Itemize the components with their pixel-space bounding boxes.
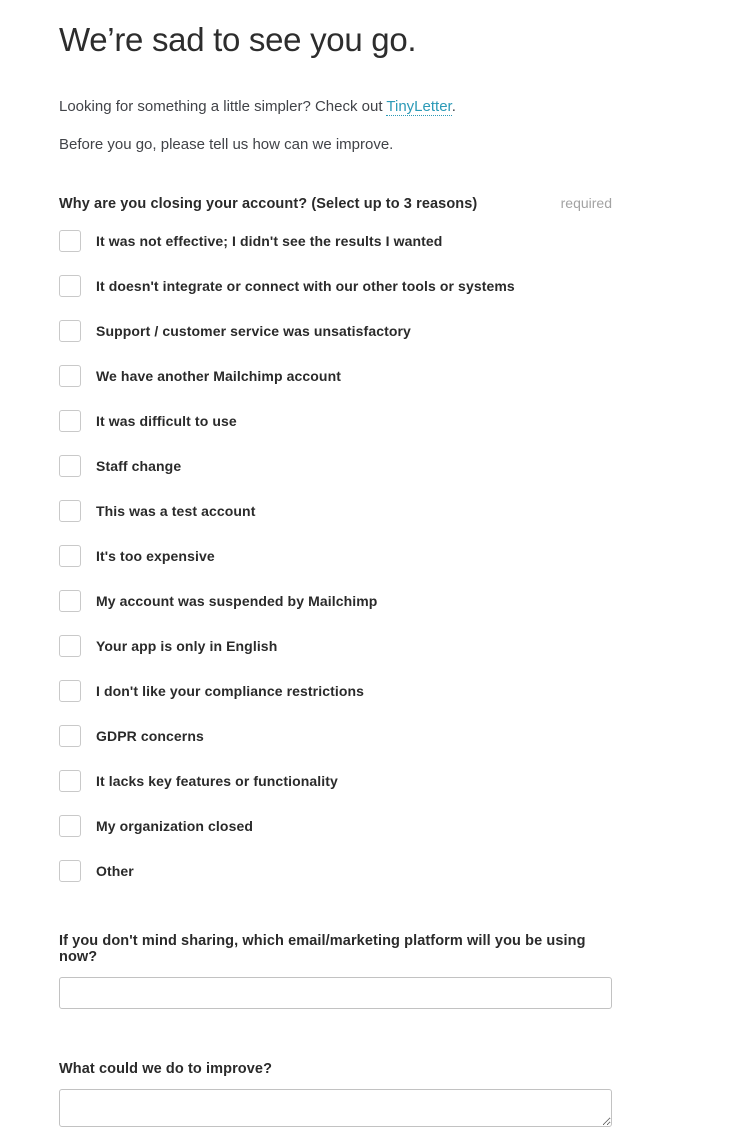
- option-label: It doesn't integrate or connect with our other tools or systems: [96, 278, 515, 295]
- reason-options-list: [59, 230, 612, 882]
- option-row-gdpr-concerns[interactable]: [59, 725, 612, 747]
- option-row-other[interactable]: [59, 860, 612, 882]
- checkbox[interactable]: [59, 590, 81, 612]
- checkbox[interactable]: [59, 410, 81, 432]
- option-label: It's too expensive: [96, 548, 215, 565]
- platform-input[interactable]: [59, 977, 612, 1009]
- option-row-too-expensive[interactable]: [59, 545, 612, 567]
- option-row-compliance-restrictions[interactable]: [59, 680, 612, 702]
- intro-line-1-suffix: .: [451, 97, 456, 115]
- option-label: My organization closed: [96, 818, 253, 835]
- checkbox[interactable]: [59, 320, 81, 342]
- option-label: This was a test account: [96, 503, 256, 520]
- intro-line-1-prefix: Looking for something a little simpler? Check out: [59, 97, 387, 115]
- checkbox[interactable]: [59, 815, 81, 837]
- option-label: We have another Mailchimp account: [96, 368, 341, 385]
- improve-question-section: [59, 1061, 612, 1127]
- option-row-test-account[interactable]: [59, 500, 612, 522]
- option-row-english-only[interactable]: [59, 635, 612, 657]
- checkbox[interactable]: [59, 725, 81, 747]
- intro-line-1: [59, 96, 612, 118]
- option-row-support-unsatisfactory[interactable]: [59, 320, 612, 342]
- checkbox[interactable]: [59, 500, 81, 522]
- option-label: My account was suspended by Mailchimp: [96, 593, 378, 610]
- option-label: GDPR concerns: [96, 728, 204, 745]
- option-label: It was difficult to use: [96, 413, 237, 430]
- checkbox[interactable]: [59, 770, 81, 792]
- option-row-account-suspended[interactable]: [59, 590, 612, 612]
- intro-line-2: Before you go, please tell us how can we improve.: [59, 136, 394, 154]
- checkbox[interactable]: [59, 230, 81, 252]
- checkbox[interactable]: [59, 365, 81, 387]
- question-header: [59, 195, 612, 212]
- improve-textarea[interactable]: [59, 1089, 612, 1127]
- option-row-difficult-to-use[interactable]: [59, 410, 612, 432]
- option-label: I don't like your compliance restrictions: [96, 683, 365, 700]
- option-label: Other: [96, 863, 134, 880]
- option-row-lacks-features[interactable]: [59, 770, 612, 792]
- option-label: Your app is only in English: [96, 638, 278, 655]
- checkbox[interactable]: [59, 635, 81, 657]
- option-row-organization-closed[interactable]: [59, 815, 612, 837]
- checkbox[interactable]: [59, 860, 81, 882]
- question-label: Why are you closing your account? (Select up to 3 reasons): [59, 196, 478, 213]
- platform-question-label: If you don't mind sharing, which email/marketing platform will you be using now?: [59, 933, 586, 966]
- option-row-no-integration[interactable]: [59, 275, 612, 297]
- checkbox[interactable]: [59, 680, 81, 702]
- checkbox[interactable]: [59, 275, 81, 297]
- required-badge: required: [560, 195, 612, 212]
- option-row-staff-change[interactable]: [59, 455, 612, 477]
- tinyletter-link[interactable]: TinyLetter: [386, 97, 452, 115]
- option-row-another-account[interactable]: [59, 365, 612, 387]
- option-row-not-effective[interactable]: [59, 230, 612, 252]
- option-label: It lacks key features or functionality: [96, 773, 338, 790]
- improve-question-label: What could we do to improve?: [59, 1061, 273, 1078]
- option-label: Support / customer service was unsatisfactory: [96, 323, 411, 340]
- option-label: Staff change: [96, 458, 182, 475]
- page-title: We’re sad to see you go.: [59, 21, 417, 58]
- checkbox[interactable]: [59, 455, 81, 477]
- option-label: It was not effective; I didn't see the results I wanted: [96, 233, 443, 250]
- intro-section: [59, 96, 612, 157]
- platform-question-section: [59, 933, 612, 1009]
- checkbox[interactable]: [59, 545, 81, 567]
